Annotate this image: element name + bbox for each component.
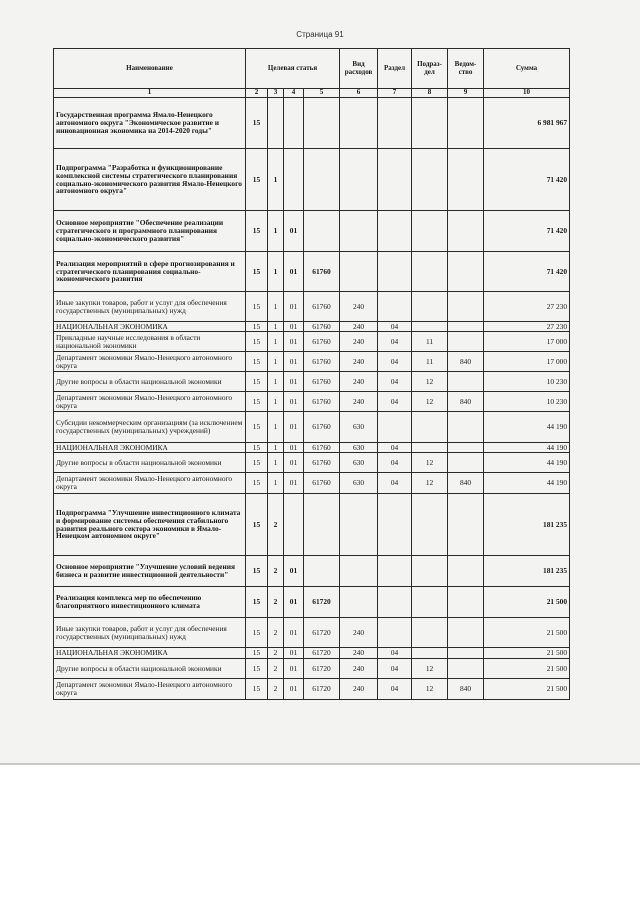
row-name: Государственная программа Ямало-Ненецкого автономного округа "Экономическое развитие и инновационная экономика на 2014-2020 годы" [54, 98, 246, 149]
expense-type: 240 [340, 332, 378, 352]
row-name: Реализация мероприятий в сфере прогнозирования и стратегического планирования социально-экономического развития [54, 252, 246, 292]
subprogram-code: 2 [268, 556, 284, 587]
expense-type: 240 [340, 352, 378, 372]
row-name: Прикладные научные исследования в области национальной экономики [54, 332, 246, 352]
table-row [54, 473, 570, 494]
program-code: 15 [246, 494, 268, 556]
expense-type [340, 556, 378, 587]
expense-type: 630 [340, 412, 378, 443]
row-name: Департамент экономики Ямало-Ненецкого автономного округа [54, 352, 246, 372]
column-number: 4 [284, 89, 304, 98]
section-code [378, 252, 412, 292]
row-amount: 44 190 [484, 453, 570, 473]
section-code: 04 [378, 679, 412, 700]
section-code [378, 98, 412, 149]
subsection-code [412, 412, 448, 443]
section-code: 04 [378, 473, 412, 494]
table-row [54, 292, 570, 322]
subsection-code [412, 252, 448, 292]
section-code [378, 292, 412, 322]
direction-code: 61760 [304, 252, 340, 292]
row-name: Департамент экономики Ямало-Ненецкого автономного округа [54, 473, 246, 494]
direction-code: 61760 [304, 453, 340, 473]
table-row [54, 372, 570, 392]
event-code: 01 [284, 211, 304, 252]
subsection-code [412, 322, 448, 332]
direction-code [304, 494, 340, 556]
header-department: Ведом-ство [448, 49, 484, 89]
program-code: 15 [246, 679, 268, 700]
expense-type [340, 587, 378, 618]
event-code: 01 [284, 392, 304, 412]
budget-table [53, 48, 570, 700]
department-code [448, 443, 484, 453]
subprogram-code [268, 98, 284, 149]
subprogram-code: 1 [268, 443, 284, 453]
subprogram-code: 1 [268, 372, 284, 392]
program-code: 15 [246, 556, 268, 587]
subsection-code [412, 587, 448, 618]
section-code: 04 [378, 659, 412, 679]
department-code [448, 494, 484, 556]
subsection-code [412, 149, 448, 211]
direction-code: 61760 [304, 332, 340, 352]
row-name: НАЦИОНАЛЬНАЯ ЭКОНОМИКА [54, 648, 246, 659]
expense-type [340, 98, 378, 149]
direction-code [304, 149, 340, 211]
table-row [54, 98, 570, 149]
subsection-code [412, 211, 448, 252]
column-number: 2 [246, 89, 268, 98]
expense-type: 240 [340, 679, 378, 700]
row-name: Подпрограмма "Улучшение инвестиционного климата и формирование системы обеспечения стабильного развития реального сектора экономики в Ямало-Ненецком автономном округе" [54, 494, 246, 556]
section-code: 04 [378, 372, 412, 392]
table-row [54, 412, 570, 443]
event-code: 01 [284, 412, 304, 443]
subsection-code: 12 [412, 679, 448, 700]
department-code [448, 587, 484, 618]
row-name: Департамент экономики Ямало-Ненецкого автономного округа [54, 392, 246, 412]
program-code: 15 [246, 332, 268, 352]
table-row [54, 494, 570, 556]
subsection-code: 12 [412, 453, 448, 473]
expense-type: 240 [340, 648, 378, 659]
row-amount: 17 000 [484, 332, 570, 352]
event-code: 01 [284, 292, 304, 322]
event-code: 01 [284, 453, 304, 473]
row-amount: 181 235 [484, 494, 570, 556]
subprogram-code: 1 [268, 332, 284, 352]
row-amount: 21 500 [484, 618, 570, 648]
header-target-article: Целевая статья [246, 49, 340, 89]
table-row [54, 679, 570, 700]
table-row [54, 252, 570, 292]
direction-code: 61760 [304, 443, 340, 453]
expense-type: 240 [340, 292, 378, 322]
row-name: Субсидии некоммерческим организациям (за исключением государственных (муниципальных) учреждений) [54, 412, 246, 443]
expense-type: 630 [340, 473, 378, 494]
row-amount: 44 190 [484, 412, 570, 443]
program-code: 15 [246, 292, 268, 322]
section-code: 04 [378, 332, 412, 352]
direction-code: 61760 [304, 372, 340, 392]
program-code: 15 [246, 648, 268, 659]
column-number: 8 [412, 89, 448, 98]
column-number: 10 [484, 89, 570, 98]
row-name: НАЦИОНАЛЬНАЯ ЭКОНОМИКА [54, 322, 246, 332]
subsection-code: 12 [412, 659, 448, 679]
direction-code: 61720 [304, 659, 340, 679]
row-name: Другие вопросы в области национальной экономики [54, 659, 246, 679]
row-amount: 21 500 [484, 648, 570, 659]
row-name: Основное мероприятие "Улучшение условий ведения бизнеса и развитие инвестиционной деятельности" [54, 556, 246, 587]
department-code [448, 412, 484, 443]
subprogram-code: 2 [268, 587, 284, 618]
subprogram-code: 1 [268, 211, 284, 252]
expense-type: 240 [340, 659, 378, 679]
event-code: 01 [284, 332, 304, 352]
subprogram-code: 2 [268, 618, 284, 648]
section-code [378, 149, 412, 211]
direction-code: 61760 [304, 473, 340, 494]
row-amount: 10 230 [484, 392, 570, 412]
direction-code: 61760 [304, 412, 340, 443]
expense-type: 240 [340, 372, 378, 392]
department-code [448, 211, 484, 252]
subprogram-code: 1 [268, 453, 284, 473]
table-row [54, 556, 570, 587]
department-code [448, 98, 484, 149]
section-code: 04 [378, 443, 412, 453]
column-number: 5 [304, 89, 340, 98]
event-code: 01 [284, 556, 304, 587]
table-header-row [54, 49, 570, 89]
direction-code: 61720 [304, 618, 340, 648]
row-name: Основное мероприятие "Обеспечение реализации стратегического и программного планирования социально-экономического развития" [54, 211, 246, 252]
event-code [284, 98, 304, 149]
table-row [54, 332, 570, 352]
event-code: 01 [284, 587, 304, 618]
event-code [284, 149, 304, 211]
department-code: 840 [448, 679, 484, 700]
column-number: 1 [54, 89, 246, 98]
subsection-code [412, 618, 448, 648]
header-section: Раздел [378, 49, 412, 89]
row-name: Другие вопросы в области национальной экономики [54, 372, 246, 392]
subprogram-code: 2 [268, 494, 284, 556]
program-code: 15 [246, 98, 268, 149]
subprogram-code: 1 [268, 473, 284, 494]
table-row [54, 322, 570, 332]
subsection-code: 12 [412, 372, 448, 392]
subsection-code [412, 494, 448, 556]
expense-type: 630 [340, 453, 378, 473]
table-row [54, 392, 570, 412]
department-code [448, 149, 484, 211]
event-code: 01 [284, 352, 304, 372]
section-code [378, 494, 412, 556]
department-code [448, 332, 484, 352]
subprogram-code: 2 [268, 648, 284, 659]
event-code: 01 [284, 618, 304, 648]
expense-type [340, 211, 378, 252]
row-name: Иные закупки товаров, работ и услуг для обеспечения государственных (муниципальных) нужд [54, 292, 246, 322]
expense-type [340, 252, 378, 292]
column-number: 9 [448, 89, 484, 98]
subprogram-code: 1 [268, 322, 284, 332]
section-code [378, 587, 412, 618]
program-code: 15 [246, 149, 268, 211]
program-code: 15 [246, 352, 268, 372]
subsection-code [412, 556, 448, 587]
table-row [54, 587, 570, 618]
section-code: 04 [378, 392, 412, 412]
header-expense-type: Вид расходов [340, 49, 378, 89]
expense-type [340, 494, 378, 556]
section-code [378, 412, 412, 443]
table-row [54, 453, 570, 473]
program-code: 15 [246, 392, 268, 412]
row-amount: 181 235 [484, 556, 570, 587]
department-code [448, 659, 484, 679]
direction-code: 61720 [304, 679, 340, 700]
row-name: НАЦИОНАЛЬНАЯ ЭКОНОМИКА [54, 443, 246, 453]
table-row [54, 443, 570, 453]
section-code [378, 618, 412, 648]
direction-code [304, 211, 340, 252]
department-code [448, 252, 484, 292]
direction-code: 61720 [304, 648, 340, 659]
program-code: 15 [246, 587, 268, 618]
table-row [54, 659, 570, 679]
section-code: 04 [378, 648, 412, 659]
event-code: 01 [284, 252, 304, 292]
program-code: 15 [246, 659, 268, 679]
table-row [54, 618, 570, 648]
row-amount: 44 190 [484, 443, 570, 453]
row-name: Реализация комплекса мер по обеспечению благоприятного инвестиционного климата [54, 587, 246, 618]
table-row [54, 149, 570, 211]
direction-code: 61760 [304, 292, 340, 322]
subsection-code: 12 [412, 473, 448, 494]
program-code: 15 [246, 618, 268, 648]
table-row [54, 211, 570, 252]
section-code [378, 211, 412, 252]
page-number-header: Страница 91 [296, 30, 344, 39]
department-code [448, 322, 484, 332]
subprogram-code: 1 [268, 292, 284, 322]
event-code: 01 [284, 648, 304, 659]
subsection-code [412, 292, 448, 322]
event-code [284, 494, 304, 556]
subsection-code: 12 [412, 392, 448, 412]
table-row [54, 648, 570, 659]
row-amount: 27 230 [484, 322, 570, 332]
subsection-code: 11 [412, 352, 448, 372]
program-code: 15 [246, 372, 268, 392]
department-code [448, 292, 484, 322]
row-name: Иные закупки товаров, работ и услуг для обеспечения государственных (муниципальных) нужд [54, 618, 246, 648]
row-name: Другие вопросы в области национальной экономики [54, 453, 246, 473]
column-number: 6 [340, 89, 378, 98]
department-code [448, 618, 484, 648]
page-edge [0, 763, 640, 765]
subsection-code [412, 98, 448, 149]
event-code: 01 [284, 443, 304, 453]
subprogram-code: 1 [268, 352, 284, 372]
event-code: 01 [284, 473, 304, 494]
program-code: 15 [246, 252, 268, 292]
department-code [448, 648, 484, 659]
direction-code: 61760 [304, 352, 340, 372]
row-name: Департамент экономики Ямало-Ненецкого автономного округа [54, 679, 246, 700]
department-code [448, 556, 484, 587]
program-code: 15 [246, 211, 268, 252]
event-code: 01 [284, 659, 304, 679]
department-code [448, 453, 484, 473]
program-code: 15 [246, 443, 268, 453]
subprogram-code: 1 [268, 392, 284, 412]
expense-type: 240 [340, 392, 378, 412]
row-amount: 27 230 [484, 292, 570, 322]
subprogram-code: 2 [268, 659, 284, 679]
column-number: 3 [268, 89, 284, 98]
row-amount: 71 420 [484, 149, 570, 211]
subprogram-code: 1 [268, 252, 284, 292]
subsection-code: 11 [412, 332, 448, 352]
section-code [378, 556, 412, 587]
direction-code [304, 98, 340, 149]
table-row [54, 352, 570, 372]
program-code: 15 [246, 473, 268, 494]
header-name: Наименование [54, 49, 246, 89]
direction-code [304, 556, 340, 587]
event-code: 01 [284, 679, 304, 700]
direction-code: 61760 [304, 392, 340, 412]
subsection-code [412, 443, 448, 453]
department-code: 840 [448, 473, 484, 494]
row-amount: 21 500 [484, 679, 570, 700]
row-amount: 21 500 [484, 587, 570, 618]
row-amount: 6 981 967 [484, 98, 570, 149]
row-amount: 10 230 [484, 372, 570, 392]
row-amount: 71 420 [484, 252, 570, 292]
header-amount: Сумма [484, 49, 570, 89]
expense-type [340, 149, 378, 211]
expense-type: 240 [340, 618, 378, 648]
header-subsection: Подраз-дел [412, 49, 448, 89]
section-code: 04 [378, 322, 412, 332]
department-code [448, 372, 484, 392]
direction-code: 61720 [304, 587, 340, 618]
department-code: 840 [448, 392, 484, 412]
row-amount: 17 000 [484, 352, 570, 372]
row-amount: 71 420 [484, 211, 570, 252]
row-name: Подпрограмма "Разработка и функционирование комплексной системы стратегического планирования социально-экономического развития Ямало-Ненецкого автономного округа" [54, 149, 246, 211]
subprogram-code: 1 [268, 412, 284, 443]
column-number: 7 [378, 89, 412, 98]
section-code: 04 [378, 352, 412, 372]
program-code: 15 [246, 322, 268, 332]
program-code: 15 [246, 453, 268, 473]
expense-type: 630 [340, 443, 378, 453]
direction-code: 61760 [304, 322, 340, 332]
program-code: 15 [246, 412, 268, 443]
subprogram-code: 1 [268, 149, 284, 211]
expense-type: 240 [340, 322, 378, 332]
section-code: 04 [378, 453, 412, 473]
subprogram-code: 2 [268, 679, 284, 700]
subsection-code [412, 648, 448, 659]
row-amount: 21 500 [484, 659, 570, 679]
event-code: 01 [284, 372, 304, 392]
event-code: 01 [284, 322, 304, 332]
column-number-row [54, 89, 570, 98]
department-code: 840 [448, 352, 484, 372]
row-amount: 44 190 [484, 473, 570, 494]
